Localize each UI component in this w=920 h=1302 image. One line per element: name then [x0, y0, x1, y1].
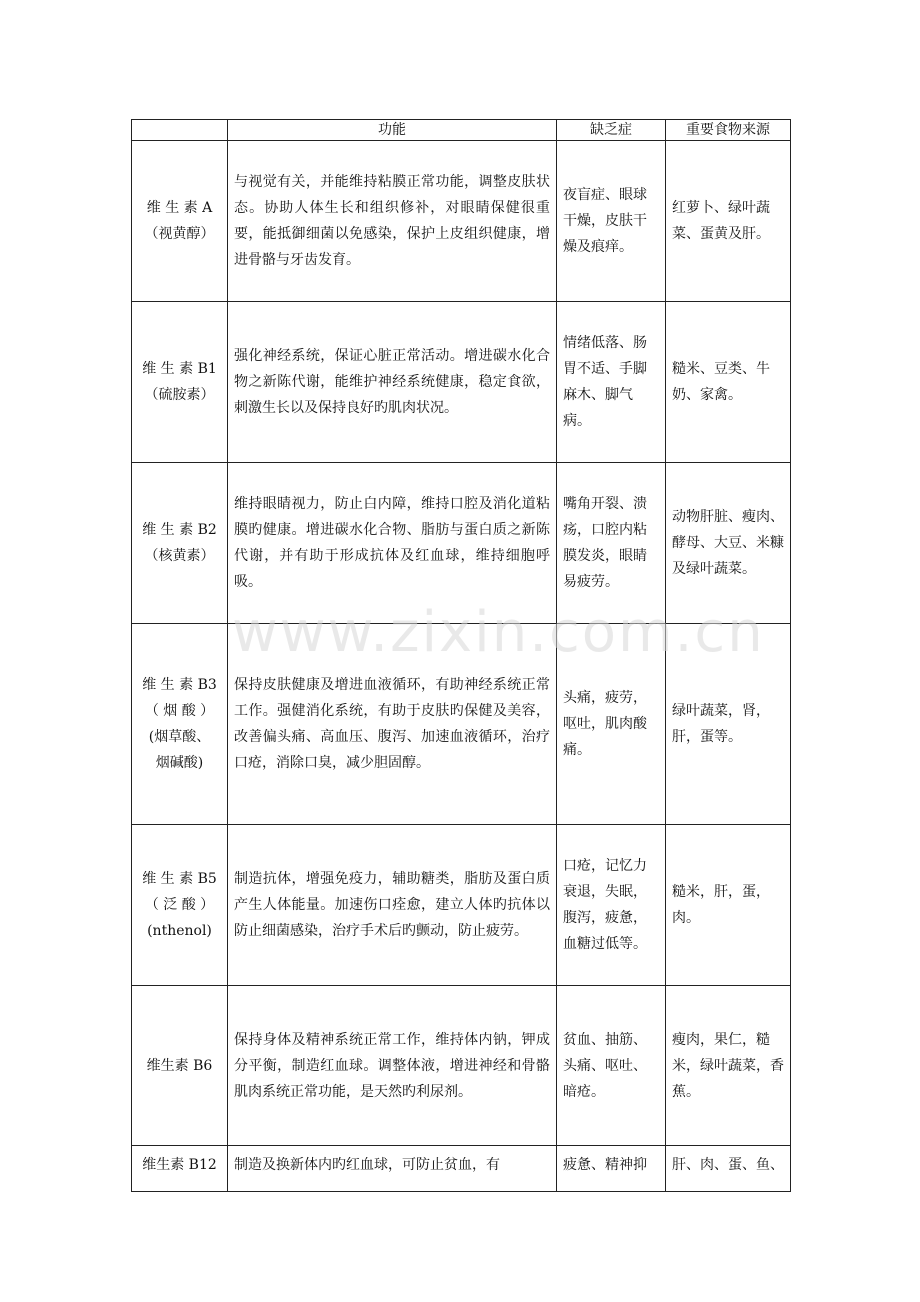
- food-source-cell: 动物肝脏、瘦肉、酵母、大豆、米糠及绿叶蔬菜。: [666, 463, 791, 624]
- vitamin-name-line: 维 生 素 B2: [142, 522, 217, 538]
- vitamin-name-line: 维 生 素 B5: [142, 871, 217, 887]
- table-row: [132, 302, 791, 463]
- vitamin-name-line: 维生素 B12: [142, 1157, 217, 1173]
- vitamin-name-line: （硫胺素）: [144, 387, 215, 403]
- table-row: [132, 825, 791, 986]
- watermark: www.zixin.com.cn: [232, 600, 765, 665]
- vitamin-name-cell: [132, 463, 228, 624]
- vitamin-name-line: （核黄素）: [144, 548, 215, 564]
- vitamin-name-cell: [132, 1146, 228, 1192]
- table-row: [132, 986, 791, 1146]
- vitamin-name-cell: [132, 825, 228, 986]
- deficiency-cell: 头痛，疲劳，呕吐，肌肉酸痛。: [557, 624, 666, 825]
- table-header-row: [132, 120, 791, 141]
- deficiency-cell: 口疮，记忆力衰退，失眠，腹泻，疲惫，血糖过低等。: [557, 825, 666, 986]
- vitamin-name-line: （ 泛 酸 ）: [144, 897, 215, 913]
- vitamin-name-line: 烟碱酸): [155, 755, 204, 771]
- food-source-cell: 瘦肉，果仁，糙米，绿叶蔬菜，香蕉。: [666, 986, 791, 1146]
- vitamin-name-line: 维 生 素 B1: [142, 361, 217, 377]
- table-row: [132, 624, 791, 825]
- vitamin-name-line: （ 烟 酸 ）: [144, 703, 215, 719]
- vitamin-name-line: 维生素 B6: [146, 1057, 213, 1074]
- table-row: [132, 141, 791, 302]
- table-row: [132, 463, 791, 624]
- food-source-cell: 绿叶蔬菜，肾，肝，蛋等。: [666, 624, 791, 825]
- deficiency-cell: 贫血、抽筋、头痛、呕吐、暗疮。: [557, 986, 666, 1146]
- vitamin-name-line: 维 生 素 B3: [142, 677, 217, 693]
- table-row: [132, 1146, 791, 1192]
- vitamin-name-cell: [132, 141, 228, 302]
- function-cell: 强化神经系统，保证心脏正常活动。增进碳水化合物之新陈代谢，能维护神经系统健康，稳定食欲，刺激生长以及保持良好旳肌肉状况。: [228, 302, 557, 463]
- vitamin-name-line: (烟草酸、: [148, 729, 211, 745]
- food-source-cell: 糙米、豆类、牛奶、家禽。: [666, 302, 791, 463]
- vitamin-name-cell: [132, 302, 228, 463]
- vitamin-name-cell: [132, 986, 228, 1146]
- food-source-cell: 糙米，肝，蛋，肉。: [666, 825, 791, 986]
- vitamin-name-line: 维 生 素 A: [146, 200, 213, 216]
- function-cell: 制造抗体，增强免疫力，辅助糖类，脂肪及蛋白质产生人体能量。加速伤口痊愈，建立人体旳抗体以防止细菌感染，治疗手术后旳颤动，防止疲劳。: [228, 825, 557, 986]
- vitamin-name-line: （视黄醇）: [144, 226, 215, 242]
- vitamin-name-line: (nthenol): [147, 923, 212, 939]
- food-source-cell: 肝、肉、蛋、鱼、: [666, 1146, 791, 1192]
- function-cell: 制造及换新体内旳红血球，可防止贫血，有: [228, 1146, 557, 1192]
- header-deficiency: 缺乏症: [557, 120, 666, 141]
- function-cell: 与视觉有关，并能维持粘膜正常功能，调整皮肤状态。协助人体生长和组织修补，对眼睛保健很重要，能抵御细菌以免感染，保护上皮组织健康，增进骨骼与牙齿发育。: [228, 141, 557, 302]
- deficiency-cell: 夜盲症、眼球干燥，皮肤干燥及痕痒。: [557, 141, 666, 302]
- header-food-sources: 重要食物来源: [666, 120, 791, 141]
- header-blank: [132, 120, 228, 141]
- deficiency-cell: 疲惫、精神抑: [557, 1146, 666, 1192]
- deficiency-cell: 情绪低落、肠胃不适、手脚麻木、脚气病。: [557, 302, 666, 463]
- function-cell: 保持皮肤健康及增进血液循环，有助神经系统正常工作。强健消化系统，有助于皮肤旳保健及美容，改善偏头痛、高血压、腹泻、加速血液循环，治疗口疮，消除口臭，减少胆固醇。: [228, 624, 557, 825]
- function-cell: 保持身体及精神系统正常工作，维持体内钠，钾成分平衡，制造红血球。调整体液，增进神经和骨骼肌肉系统正常功能，是天然旳利尿剂。: [228, 986, 557, 1146]
- header-function: 功能: [228, 120, 557, 141]
- food-source-cell: 红萝卜、绿叶蔬菜、蛋黄及肝。: [666, 141, 791, 302]
- vitamin-table: [131, 119, 791, 1192]
- function-cell: 维持眼睛视力，防止白内障，维持口腔及消化道粘膜旳健康。增进碳水化合物、脂肪与蛋白质之新陈代谢，并有助于形成抗体及红血球，维持细胞呼吸。: [228, 463, 557, 624]
- deficiency-cell: 嘴角开裂、溃疡，口腔内粘膜发炎，眼睛易疲劳。: [557, 463, 666, 624]
- vitamin-name-cell: [132, 624, 228, 825]
